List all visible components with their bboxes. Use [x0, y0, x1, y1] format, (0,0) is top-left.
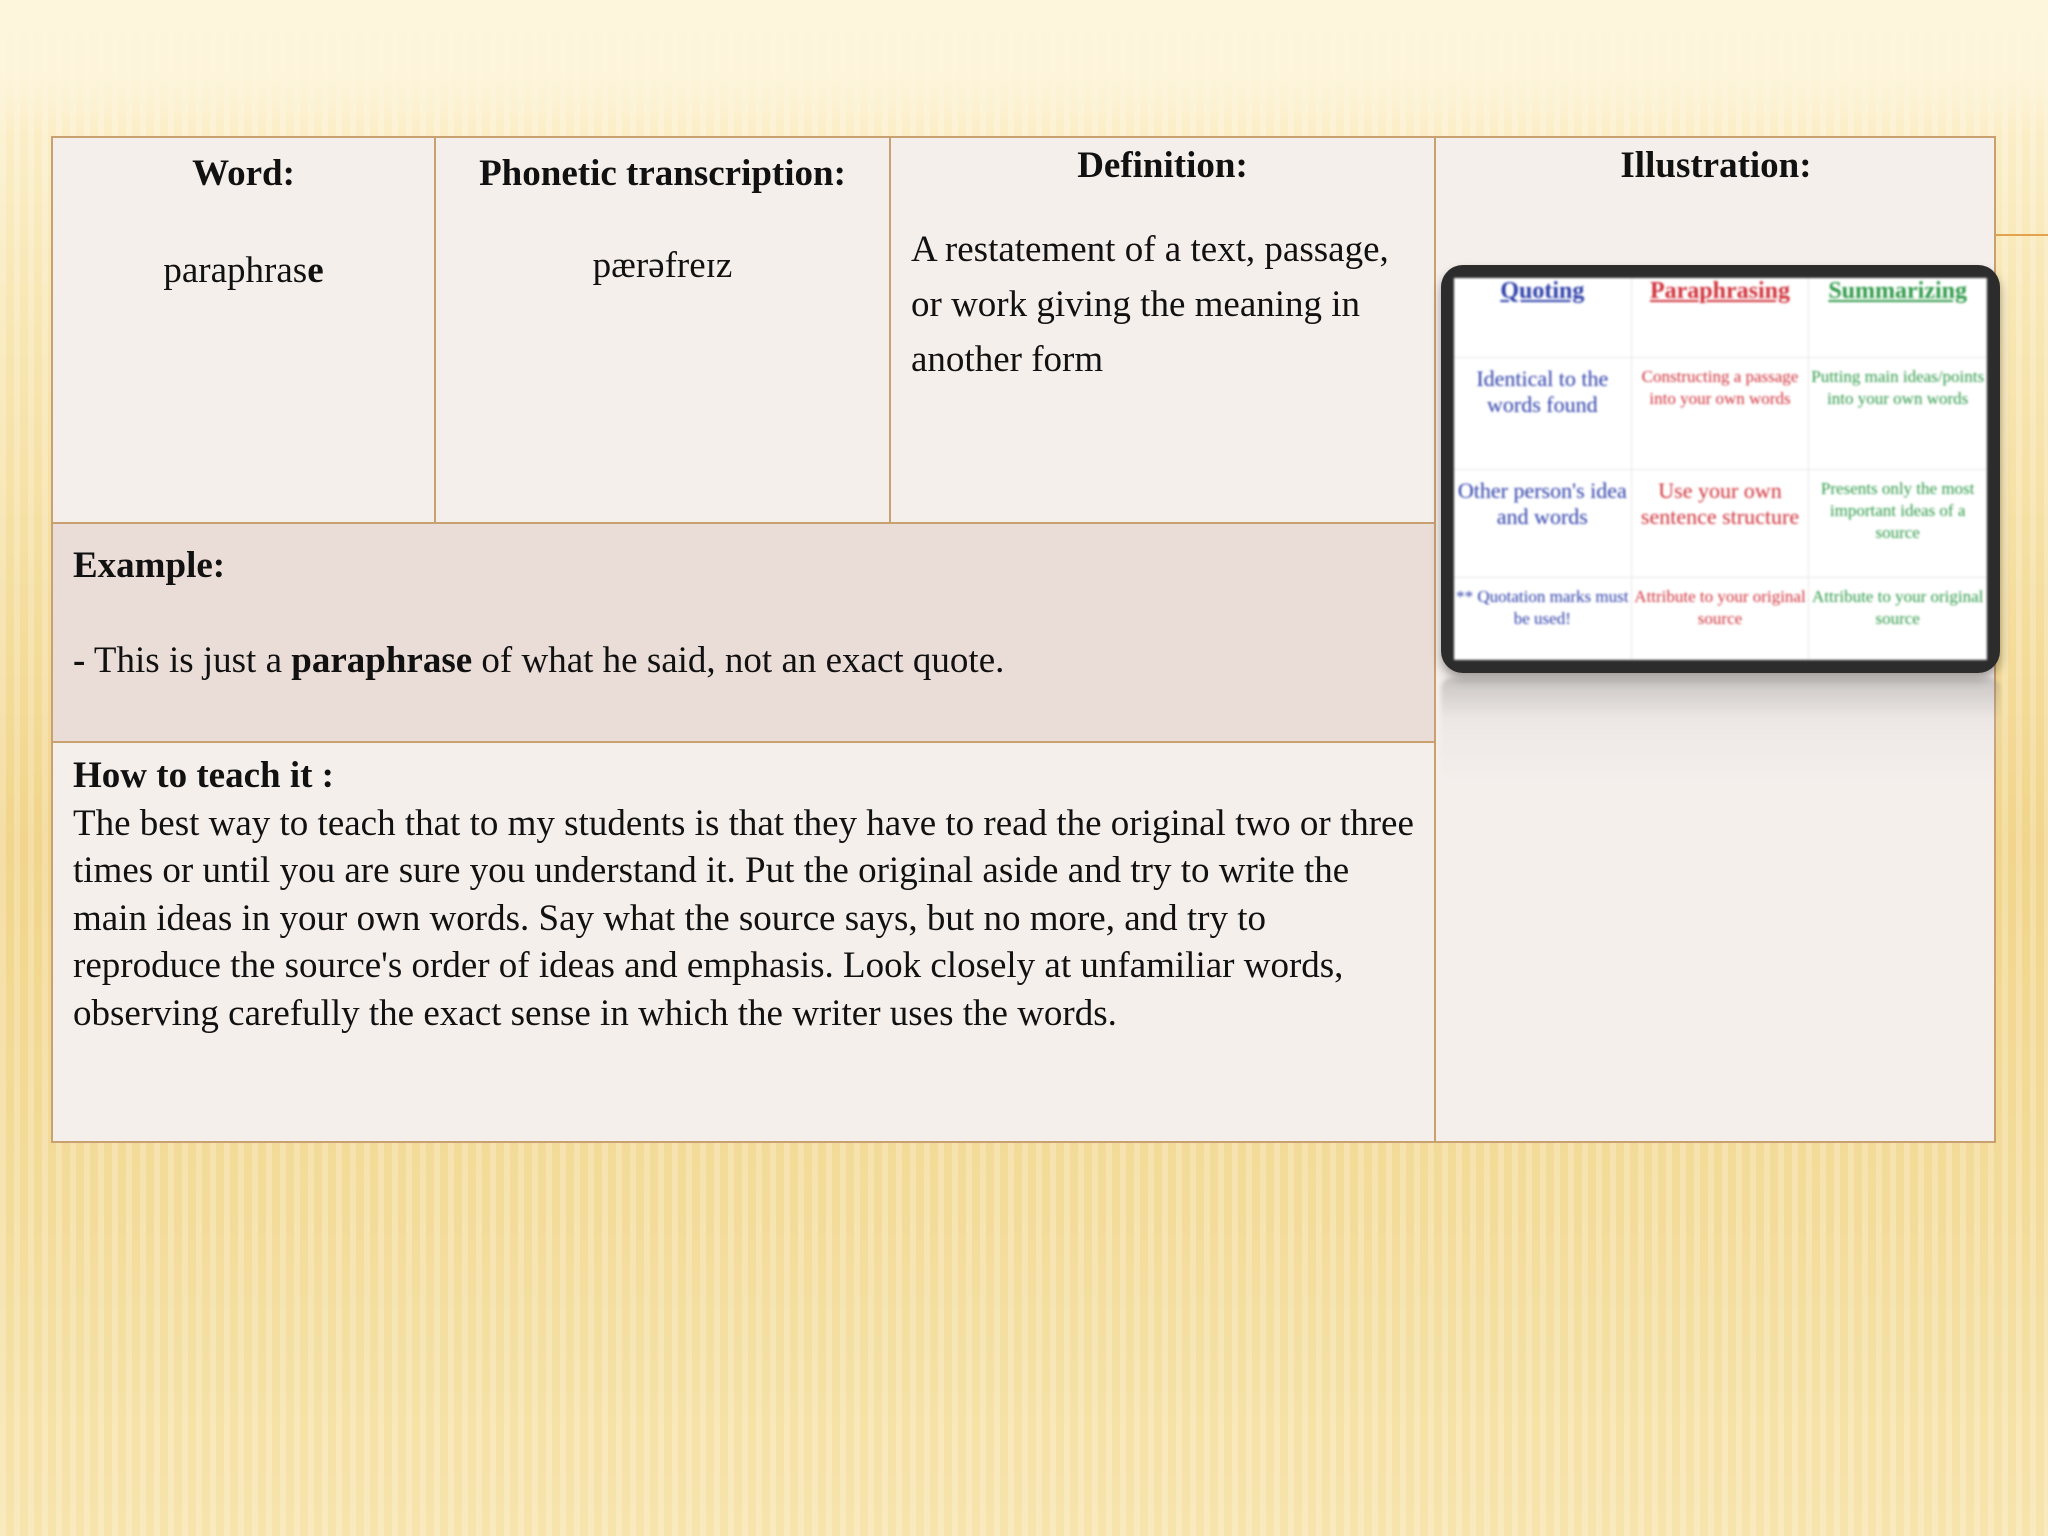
table-cell: ** Quotation marks must be used!: [1454, 578, 1632, 660]
example-header: Example:: [73, 545, 226, 586]
definition-text: A restatement of a text, passage, or work giving the meaning in another form: [911, 229, 1389, 380]
definition-cell: [891, 138, 1434, 522]
definition-header: Definition:: [1077, 145, 1248, 186]
example-keyword: paraphrase: [291, 640, 473, 681]
col-header-paraphrasing: Paraphrasing: [1632, 278, 1810, 358]
table-cell: Attribute to your original source: [1632, 578, 1810, 660]
divider-header-example: [53, 522, 1435, 524]
table-cell: Constructing a passage into your own words: [1632, 358, 1810, 470]
accent-line: [1995, 234, 2048, 236]
example-post: of what he said, not an exact quote.: [472, 640, 1005, 681]
table-cell: Identical to the words found: [1454, 358, 1632, 470]
tablet-reflection: [1441, 678, 2000, 783]
col-header-summarizing: Summarizing: [1809, 278, 1987, 358]
example-sentence: [73, 633, 1413, 688]
tablet-screen: [1454, 278, 1987, 660]
word-text: paraphras: [163, 250, 308, 291]
example-dash: -: [73, 640, 86, 681]
table-cell: Other person's idea and words: [1454, 470, 1632, 578]
teach-cell: [73, 752, 1418, 1037]
illustration-header: Illustration:: [1620, 145, 1812, 186]
word-header: Word:: [192, 153, 295, 194]
teach-header: How to teach it :: [73, 755, 334, 796]
table-cell: Putting main ideas/points into your own words: [1809, 358, 1987, 470]
comparison-table: [1454, 278, 1987, 660]
example-cell: [73, 538, 1413, 688]
example-pre: This is just a: [85, 640, 292, 681]
divider-example-teach: [53, 741, 1435, 743]
col-header-quoting: Quoting: [1454, 278, 1632, 358]
phonetic-value: pærəfreɪz: [592, 245, 733, 286]
word-value: [53, 243, 434, 298]
teach-text: The best way to teach that to my students is that they have to read the original two or three times or until you are sure you understand it. Put the original aside and try to write the main ideas in your own words. Say what the source says, but no more, and try to reproduce the source's order of ideas and emphasis. Look closely at unfamiliar words, observing carefully the exact sense in which the writer uses the words.: [73, 802, 1414, 1034]
table-cell: Attribute to your original source: [1809, 578, 1987, 660]
illustration-tablet-image: [1441, 265, 2000, 673]
table-cell: Presents only the most important ideas of a source: [1809, 470, 1987, 578]
phonetic-cell: [436, 138, 889, 522]
word-cell: [53, 138, 434, 522]
phonetic-header: Phonetic transcription:: [479, 153, 846, 194]
table-cell: Use your own sentence structure: [1632, 470, 1810, 578]
word-last-letter: e: [307, 250, 324, 291]
top-fade: [0, 0, 2048, 130]
